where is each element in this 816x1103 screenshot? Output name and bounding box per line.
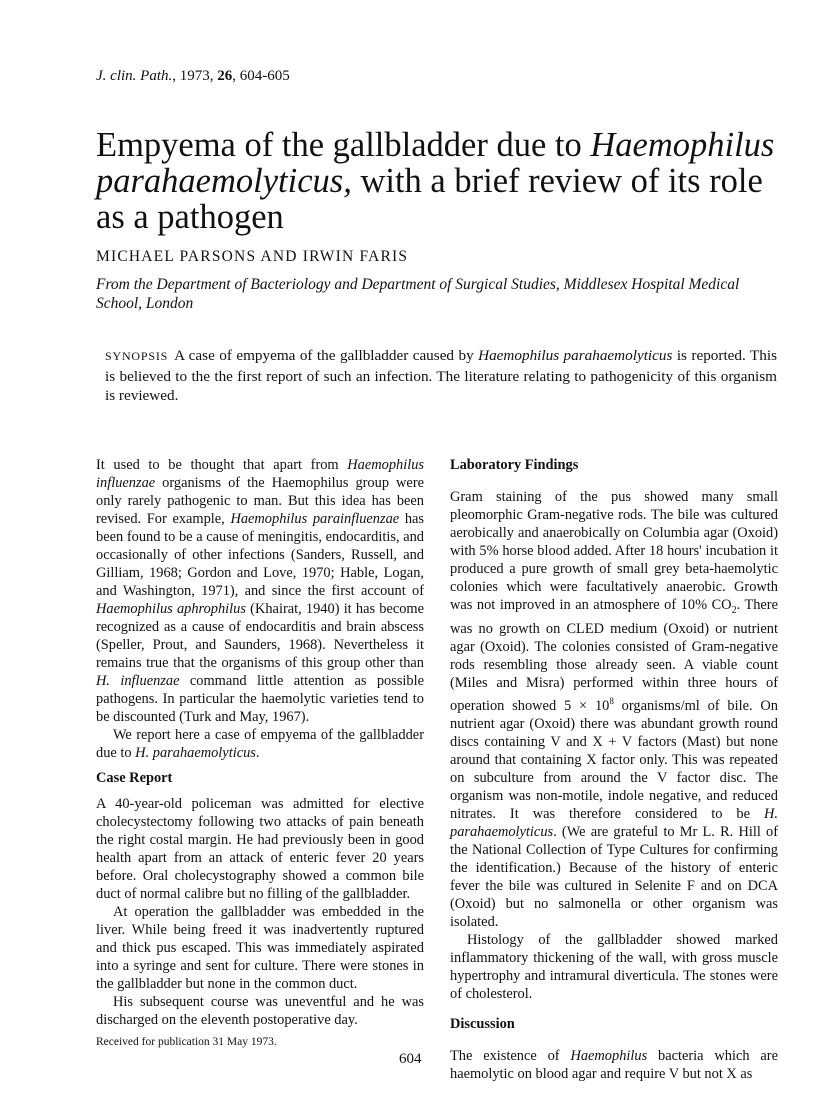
section-heading-laboratory: Laboratory Findings [450, 457, 579, 473]
received-date: Received for publication 31 May 1973. [96, 1036, 277, 1048]
affiliation: From the Department of Bacteriology and Department of Surgical Studies, Middlesex Hospital Medical School, London [96, 276, 740, 312]
synopsis-text: A case of empyema of the gallbladder caused by [174, 347, 479, 364]
lab-paragraph: Gram staining of the pus showed many small pleomorphic Gram-negative rods. The bile was cultured aerobically and anaerobically on Columbia agar (Oxoid) with 5% horse blood added. After 18 hours' incubation it produced a pure growth of small grey beta-haemolytic colonies which were facultatively anaerobic. Growth was not improved in an atmosphere of 10% $CO_2$. There was no growth on CLED medium (Oxoid) or nutrient agar (Oxoid). The colonies consisted of Gram-negative rods resembling those already seen. A viable count (Miles and Misra) performed within three hours of operation showed $5 \times 10^8$ organisms/ml of bile. On nutrient agar (Oxoid) there was abundant growth round discs containing V and X + V factors (Mast) but none around that containing X factor only. This was repeated on subculture from around the V factor disc. The organism was non-motile, indole negative, and reduced nitrates. It was therefore considered to be H. parahaemolyticus. (We are grateful to Mr L. R. Hill of the National Collection of Type Cultures for confirming the identification.) Because of the history of enteric fever the bile was cultured in Selenite F and on DCA (Oxoid) but no salmonella or other organism was isolated. [450, 489, 779, 930]
case-paragraph: A 40-year-old policeman was admitted for elective cholecystectomy following two attacks of pain beneath the right costal margin. He had previously been in good health apart from an attack of enteric fever 20 years before. Oral cholecystography showed a common bile duct of normal calibre but no filling of the gallbladder. [96, 796, 424, 902]
citation-pages: , 604-605 [232, 68, 290, 84]
left-column [96, 456, 424, 1051]
authors: MICHAEL PARSONS AND IRWIN FARIS [96, 248, 409, 265]
journal-citation [96, 68, 290, 85]
title-text-2: with a brief review of its role as a pathogen [96, 162, 763, 236]
synopsis-text: is reported. This is believed to the the first report of such an infection. The literature relating to pathogenicity of this organism is reviewed. [105, 347, 777, 404]
section-heading-discussion: Discussion [450, 1015, 515, 1032]
title-text-1: Empyema of the gallbladder due to [96, 126, 591, 164]
case-paragraph: His subsequent course was uneventful and he was discharged on the eleventh postoperative day. [96, 994, 424, 1028]
title-organism: Haemophilus parahaemolyticus, [96, 126, 775, 200]
citation-year: , 1973, [172, 68, 218, 84]
citation-volume: 26 [217, 68, 233, 84]
discussion-paragraph: The existence of Haemophilus bacteria which are haemolytic on blood agar and require V but not X as [450, 1047, 778, 1082]
journal-name: J. clin. Path. [96, 68, 173, 84]
intro-paragraph: We report here a case of empyema of the gallbladder due to H. parahaemolyticus. [96, 727, 424, 761]
article-title [96, 127, 776, 235]
synopsis-label: SYNOPSIS [105, 349, 169, 363]
case-paragraph: At operation the gallbladder was embedded in the liver. While being freed it was inadvertently ruptured and thick pus escaped. This was immediately aspirated into a syringe and sent for culture. There were stones in the gallbladder but none in the common duct. [96, 904, 424, 992]
lab-paragraph: Histology of the gallbladder showed marked inflammatory thickening of the wall, with gross muscle hypertrophy and intramural diverticula. The stones were of cholesterol. [450, 931, 778, 1002]
intro-paragraph: It used to be thought that apart from Haemophilus influenzae organisms of the Haemophilus group were only rarely pathogenic to man. But this idea has been revised. For example, Haemophilus parainfluenzae has been found to be a cause of meningitis, endocarditis, and occasionally of other infections (Sanders, Russell, and Gilliam, 1968; Gordon and Love, 1970; Hable, Logan, and Washington, 1971), and since the first account of Haemophilus aphrophilus (Khairat, 1940) it has become recognized as a cause of endocarditis and brain abscess (Speller, Prout, and Saunders, 1968). Nevertheless it remains true that the organisms of this group other than H. influenzae command little attention as possible pathogens. In particular the haemolytic varieties tend to be discounted (Turk and May, 1967). [96, 457, 425, 725]
synopsis [105, 346, 777, 406]
page-number: 604 [399, 1051, 422, 1067]
section-heading-case-report: Case Report [96, 770, 173, 786]
right-column [450, 456, 778, 1083]
synopsis-organism: Haemophilus parahaemolyticus [478, 347, 673, 364]
